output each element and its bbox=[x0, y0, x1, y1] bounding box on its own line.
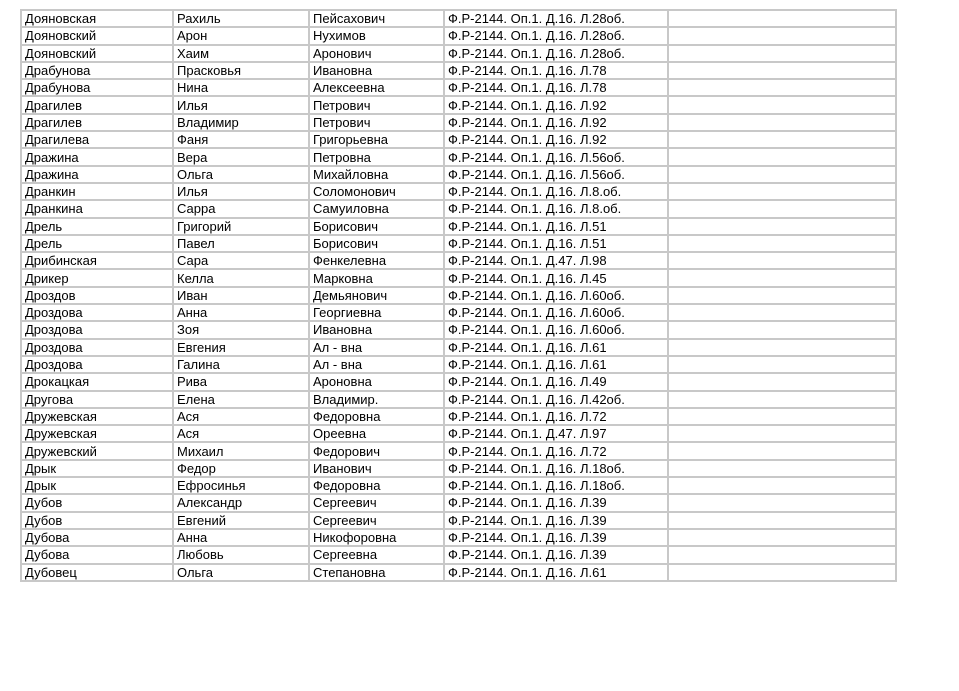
empty-cell bbox=[668, 183, 896, 200]
table-row bbox=[21, 391, 896, 408]
surname-cell: Драгилев bbox=[21, 96, 173, 113]
archive-reference-cell: Ф.Р-2144. Оп.1. Д.16. Л.18об. bbox=[444, 460, 668, 477]
surname-cell: Дояновская bbox=[21, 10, 173, 27]
patronymic-cell: Федоровна bbox=[309, 477, 444, 494]
first-name-cell: Михаил bbox=[173, 442, 309, 459]
empty-cell bbox=[668, 494, 896, 511]
patronymic-cell: Сергеевич bbox=[309, 512, 444, 529]
archive-reference-cell: Ф.Р-2144. Оп.1. Д.16. Л.39 bbox=[444, 546, 668, 563]
archive-reference-cell: Ф.Р-2144. Оп.1. Д.16. Л.45 bbox=[444, 269, 668, 286]
table-row bbox=[21, 62, 896, 79]
surname-cell: Дражина bbox=[21, 148, 173, 165]
first-name-cell: Александр bbox=[173, 494, 309, 511]
surname-cell: Дрокацкая bbox=[21, 373, 173, 390]
archive-reference-cell: Ф.Р-2144. Оп.1. Д.16. Л.61 bbox=[444, 339, 668, 356]
patronymic-cell: Пейсахович bbox=[309, 10, 444, 27]
table-row bbox=[21, 442, 896, 459]
surname-cell: Дружевский bbox=[21, 442, 173, 459]
surname-cell: Дроздов bbox=[21, 287, 173, 304]
first-name-cell: Сарра bbox=[173, 200, 309, 217]
archive-reference-cell: Ф.Р-2144. Оп.1. Д.16. Л.60об. bbox=[444, 287, 668, 304]
surname-cell: Дроздова bbox=[21, 339, 173, 356]
first-name-cell: Сара bbox=[173, 252, 309, 269]
surname-cell: Дружевская bbox=[21, 425, 173, 442]
empty-cell bbox=[668, 408, 896, 425]
first-name-cell: Ольга bbox=[173, 564, 309, 581]
surname-cell: Дубов bbox=[21, 494, 173, 511]
empty-cell bbox=[668, 425, 896, 442]
table-row bbox=[21, 79, 896, 96]
surname-cell: Дрык bbox=[21, 477, 173, 494]
first-name-cell: Павел bbox=[173, 235, 309, 252]
surname-cell: Дубовец bbox=[21, 564, 173, 581]
first-name-cell: Арон bbox=[173, 27, 309, 44]
first-name-cell: Анна bbox=[173, 529, 309, 546]
first-name-cell: Галина bbox=[173, 356, 309, 373]
empty-cell bbox=[668, 148, 896, 165]
archive-reference-cell: Ф.Р-2144. Оп.1. Д.16. Л.42об. bbox=[444, 391, 668, 408]
empty-cell bbox=[668, 166, 896, 183]
archive-reference-cell: Ф.Р-2144. Оп.1. Д.16. Л.51 bbox=[444, 235, 668, 252]
first-name-cell: Келла bbox=[173, 269, 309, 286]
empty-cell bbox=[668, 10, 896, 27]
table-row bbox=[21, 494, 896, 511]
patronymic-cell: Никофоровна bbox=[309, 529, 444, 546]
table-row bbox=[21, 269, 896, 286]
empty-cell bbox=[668, 235, 896, 252]
first-name-cell: Рахиль bbox=[173, 10, 309, 27]
patronymic-cell: Григорьевна bbox=[309, 131, 444, 148]
patronymic-cell: Федоровна bbox=[309, 408, 444, 425]
archive-reference-cell: Ф.Р-2144. Оп.1. Д.16. Л.56об. bbox=[444, 148, 668, 165]
patronymic-cell: Сергеевна bbox=[309, 546, 444, 563]
table-row bbox=[21, 131, 896, 148]
surname-cell: Дояновский bbox=[21, 45, 173, 62]
empty-cell bbox=[668, 512, 896, 529]
first-name-cell: Елена bbox=[173, 391, 309, 408]
table-row bbox=[21, 546, 896, 563]
surname-cell: Драгилева bbox=[21, 131, 173, 148]
first-name-cell: Фаня bbox=[173, 131, 309, 148]
patronymic-cell: Владимир. bbox=[309, 391, 444, 408]
surname-cell: Дружевская bbox=[21, 408, 173, 425]
empty-cell bbox=[668, 546, 896, 563]
first-name-cell: Евгений bbox=[173, 512, 309, 529]
first-name-cell: Зоя bbox=[173, 321, 309, 338]
archive-reference-cell: Ф.Р-2144. Оп.1. Д.16. Л.56об. bbox=[444, 166, 668, 183]
table-row bbox=[21, 166, 896, 183]
empty-cell bbox=[668, 564, 896, 581]
table-row bbox=[21, 373, 896, 390]
table-row bbox=[21, 425, 896, 442]
table-row bbox=[21, 512, 896, 529]
surname-cell: Дрель bbox=[21, 218, 173, 235]
records-table bbox=[20, 9, 897, 582]
patronymic-cell: Самуиловна bbox=[309, 200, 444, 217]
table-row bbox=[21, 304, 896, 321]
empty-cell bbox=[668, 356, 896, 373]
patronymic-cell: Ивановна bbox=[309, 62, 444, 79]
archive-reference-cell: Ф.Р-2144. Оп.1. Д.16. Л.72 bbox=[444, 408, 668, 425]
empty-cell bbox=[668, 460, 896, 477]
surname-cell: Дояновский bbox=[21, 27, 173, 44]
table-row bbox=[21, 114, 896, 131]
empty-cell bbox=[668, 114, 896, 131]
patronymic-cell: Фенкелевна bbox=[309, 252, 444, 269]
first-name-cell: Вера bbox=[173, 148, 309, 165]
archive-reference-cell: Ф.Р-2144. Оп.1. Д.16. Л.18об. bbox=[444, 477, 668, 494]
patronymic-cell: Петрович bbox=[309, 96, 444, 113]
archive-reference-cell: Ф.Р-2144. Оп.1. Д.16. Л.78 bbox=[444, 79, 668, 96]
patronymic-cell: Петровна bbox=[309, 148, 444, 165]
table-row bbox=[21, 564, 896, 581]
patronymic-cell: Борисович bbox=[309, 235, 444, 252]
surname-cell: Дубова bbox=[21, 546, 173, 563]
archive-reference-cell: Ф.Р-2144. Оп.1. Д.16. Л.61 bbox=[444, 356, 668, 373]
archive-reference-cell: Ф.Р-2144. Оп.1. Д.16. Л.92 bbox=[444, 114, 668, 131]
patronymic-cell: Ореевна bbox=[309, 425, 444, 442]
patronymic-cell: Борисович bbox=[309, 218, 444, 235]
first-name-cell: Владимир bbox=[173, 114, 309, 131]
table-row bbox=[21, 460, 896, 477]
archive-reference-cell: Ф.Р-2144. Оп.1. Д.16. Л.8.об. bbox=[444, 200, 668, 217]
patronymic-cell: Марковна bbox=[309, 269, 444, 286]
table-row bbox=[21, 200, 896, 217]
patronymic-cell: Ал - вна bbox=[309, 339, 444, 356]
first-name-cell: Любовь bbox=[173, 546, 309, 563]
patronymic-cell: Ароновна bbox=[309, 373, 444, 390]
patronymic-cell: Сергеевич bbox=[309, 494, 444, 511]
patronymic-cell: Георгиевна bbox=[309, 304, 444, 321]
archive-reference-cell: Ф.Р-2144. Оп.1. Д.47. Л.97 bbox=[444, 425, 668, 442]
first-name-cell: Нина bbox=[173, 79, 309, 96]
patronymic-cell: Соломонович bbox=[309, 183, 444, 200]
table-row bbox=[21, 287, 896, 304]
archive-reference-cell: Ф.Р-2144. Оп.1. Д.16. Л.39 bbox=[444, 512, 668, 529]
archive-reference-cell: Ф.Р-2144. Оп.1. Д.16. Л.60об. bbox=[444, 321, 668, 338]
empty-cell bbox=[668, 287, 896, 304]
table-row bbox=[21, 96, 896, 113]
empty-cell bbox=[668, 391, 896, 408]
table-row bbox=[21, 321, 896, 338]
surname-cell: Дрель bbox=[21, 235, 173, 252]
archive-reference-cell: Ф.Р-2144. Оп.1. Д.47. Л.98 bbox=[444, 252, 668, 269]
patronymic-cell: Михайловна bbox=[309, 166, 444, 183]
surname-cell: Дроздова bbox=[21, 356, 173, 373]
first-name-cell: Ася bbox=[173, 408, 309, 425]
archive-reference-cell: Ф.Р-2144. Оп.1. Д.16. Л.92 bbox=[444, 131, 668, 148]
archive-reference-cell: Ф.Р-2144. Оп.1. Д.16. Л.51 bbox=[444, 218, 668, 235]
first-name-cell: Григорий bbox=[173, 218, 309, 235]
empty-cell bbox=[668, 200, 896, 217]
patronymic-cell: Иванович bbox=[309, 460, 444, 477]
empty-cell bbox=[668, 218, 896, 235]
archive-reference-cell: Ф.Р-2144. Оп.1. Д.16. Л.92 bbox=[444, 96, 668, 113]
table-row bbox=[21, 148, 896, 165]
patronymic-cell: Федорович bbox=[309, 442, 444, 459]
first-name-cell: Илья bbox=[173, 183, 309, 200]
archive-reference-cell: Ф.Р-2144. Оп.1. Д.16. Л.49 bbox=[444, 373, 668, 390]
surname-cell: Дражина bbox=[21, 166, 173, 183]
first-name-cell: Федор bbox=[173, 460, 309, 477]
archive-reference-cell: Ф.Р-2144. Оп.1. Д.16. Л.8.об. bbox=[444, 183, 668, 200]
empty-cell bbox=[668, 79, 896, 96]
first-name-cell: Евгения bbox=[173, 339, 309, 356]
surname-cell: Дубов bbox=[21, 512, 173, 529]
table-row bbox=[21, 235, 896, 252]
table-row bbox=[21, 408, 896, 425]
first-name-cell: Ольга bbox=[173, 166, 309, 183]
empty-cell bbox=[668, 529, 896, 546]
surname-cell: Дранкин bbox=[21, 183, 173, 200]
patronymic-cell: Ивановна bbox=[309, 321, 444, 338]
surname-cell: Другова bbox=[21, 391, 173, 408]
archive-reference-cell: Ф.Р-2144. Оп.1. Д.16. Л.28об. bbox=[444, 27, 668, 44]
records-table-body bbox=[21, 10, 896, 581]
archive-reference-cell: Ф.Р-2144. Оп.1. Д.16. Л.28об. bbox=[444, 10, 668, 27]
surname-cell: Драбунова bbox=[21, 79, 173, 96]
surname-cell: Дранкина bbox=[21, 200, 173, 217]
first-name-cell: Иван bbox=[173, 287, 309, 304]
first-name-cell: Рива bbox=[173, 373, 309, 390]
empty-cell bbox=[668, 45, 896, 62]
first-name-cell: Анна bbox=[173, 304, 309, 321]
surname-cell: Дроздова bbox=[21, 321, 173, 338]
patronymic-cell: Нухимов bbox=[309, 27, 444, 44]
empty-cell bbox=[668, 62, 896, 79]
table-row bbox=[21, 252, 896, 269]
first-name-cell: Ефросинья bbox=[173, 477, 309, 494]
surname-cell: Дубова bbox=[21, 529, 173, 546]
archive-reference-cell: Ф.Р-2144. Оп.1. Д.16. Л.78 bbox=[444, 62, 668, 79]
archive-reference-cell: Ф.Р-2144. Оп.1. Д.16. Л.28об. bbox=[444, 45, 668, 62]
empty-cell bbox=[668, 339, 896, 356]
patronymic-cell: Демьянович bbox=[309, 287, 444, 304]
table-row bbox=[21, 356, 896, 373]
patronymic-cell: Петрович bbox=[309, 114, 444, 131]
first-name-cell: Хаим bbox=[173, 45, 309, 62]
archive-reference-cell: Ф.Р-2144. Оп.1. Д.16. Л.39 bbox=[444, 494, 668, 511]
archive-reference-cell: Ф.Р-2144. Оп.1. Д.16. Л.39 bbox=[444, 529, 668, 546]
surname-cell: Дрикер bbox=[21, 269, 173, 286]
surname-cell: Дроздова bbox=[21, 304, 173, 321]
empty-cell bbox=[668, 442, 896, 459]
archive-reference-cell: Ф.Р-2144. Оп.1. Д.16. Л.72 bbox=[444, 442, 668, 459]
table-row bbox=[21, 477, 896, 494]
archive-reference-cell: Ф.Р-2144. Оп.1. Д.16. Л.61 bbox=[444, 564, 668, 581]
table-row bbox=[21, 183, 896, 200]
empty-cell bbox=[668, 252, 896, 269]
archive-reference-cell: Ф.Р-2144. Оп.1. Д.16. Л.60об. bbox=[444, 304, 668, 321]
first-name-cell: Ася bbox=[173, 425, 309, 442]
empty-cell bbox=[668, 27, 896, 44]
surname-cell: Дрибинская bbox=[21, 252, 173, 269]
first-name-cell: Илья bbox=[173, 96, 309, 113]
empty-cell bbox=[668, 477, 896, 494]
patronymic-cell: Аронович bbox=[309, 45, 444, 62]
table-row bbox=[21, 339, 896, 356]
empty-cell bbox=[668, 373, 896, 390]
table-row bbox=[21, 10, 896, 27]
table-row bbox=[21, 27, 896, 44]
empty-cell bbox=[668, 304, 896, 321]
patronymic-cell: Степановна bbox=[309, 564, 444, 581]
table-row bbox=[21, 45, 896, 62]
surname-cell: Дрык bbox=[21, 460, 173, 477]
empty-cell bbox=[668, 96, 896, 113]
surname-cell: Драбунова bbox=[21, 62, 173, 79]
empty-cell bbox=[668, 321, 896, 338]
empty-cell bbox=[668, 131, 896, 148]
table-row bbox=[21, 529, 896, 546]
table-row bbox=[21, 218, 896, 235]
surname-cell: Драгилев bbox=[21, 114, 173, 131]
first-name-cell: Прасковья bbox=[173, 62, 309, 79]
empty-cell bbox=[668, 269, 896, 286]
patronymic-cell: Ал - вна bbox=[309, 356, 444, 373]
patronymic-cell: Алексеевна bbox=[309, 79, 444, 96]
